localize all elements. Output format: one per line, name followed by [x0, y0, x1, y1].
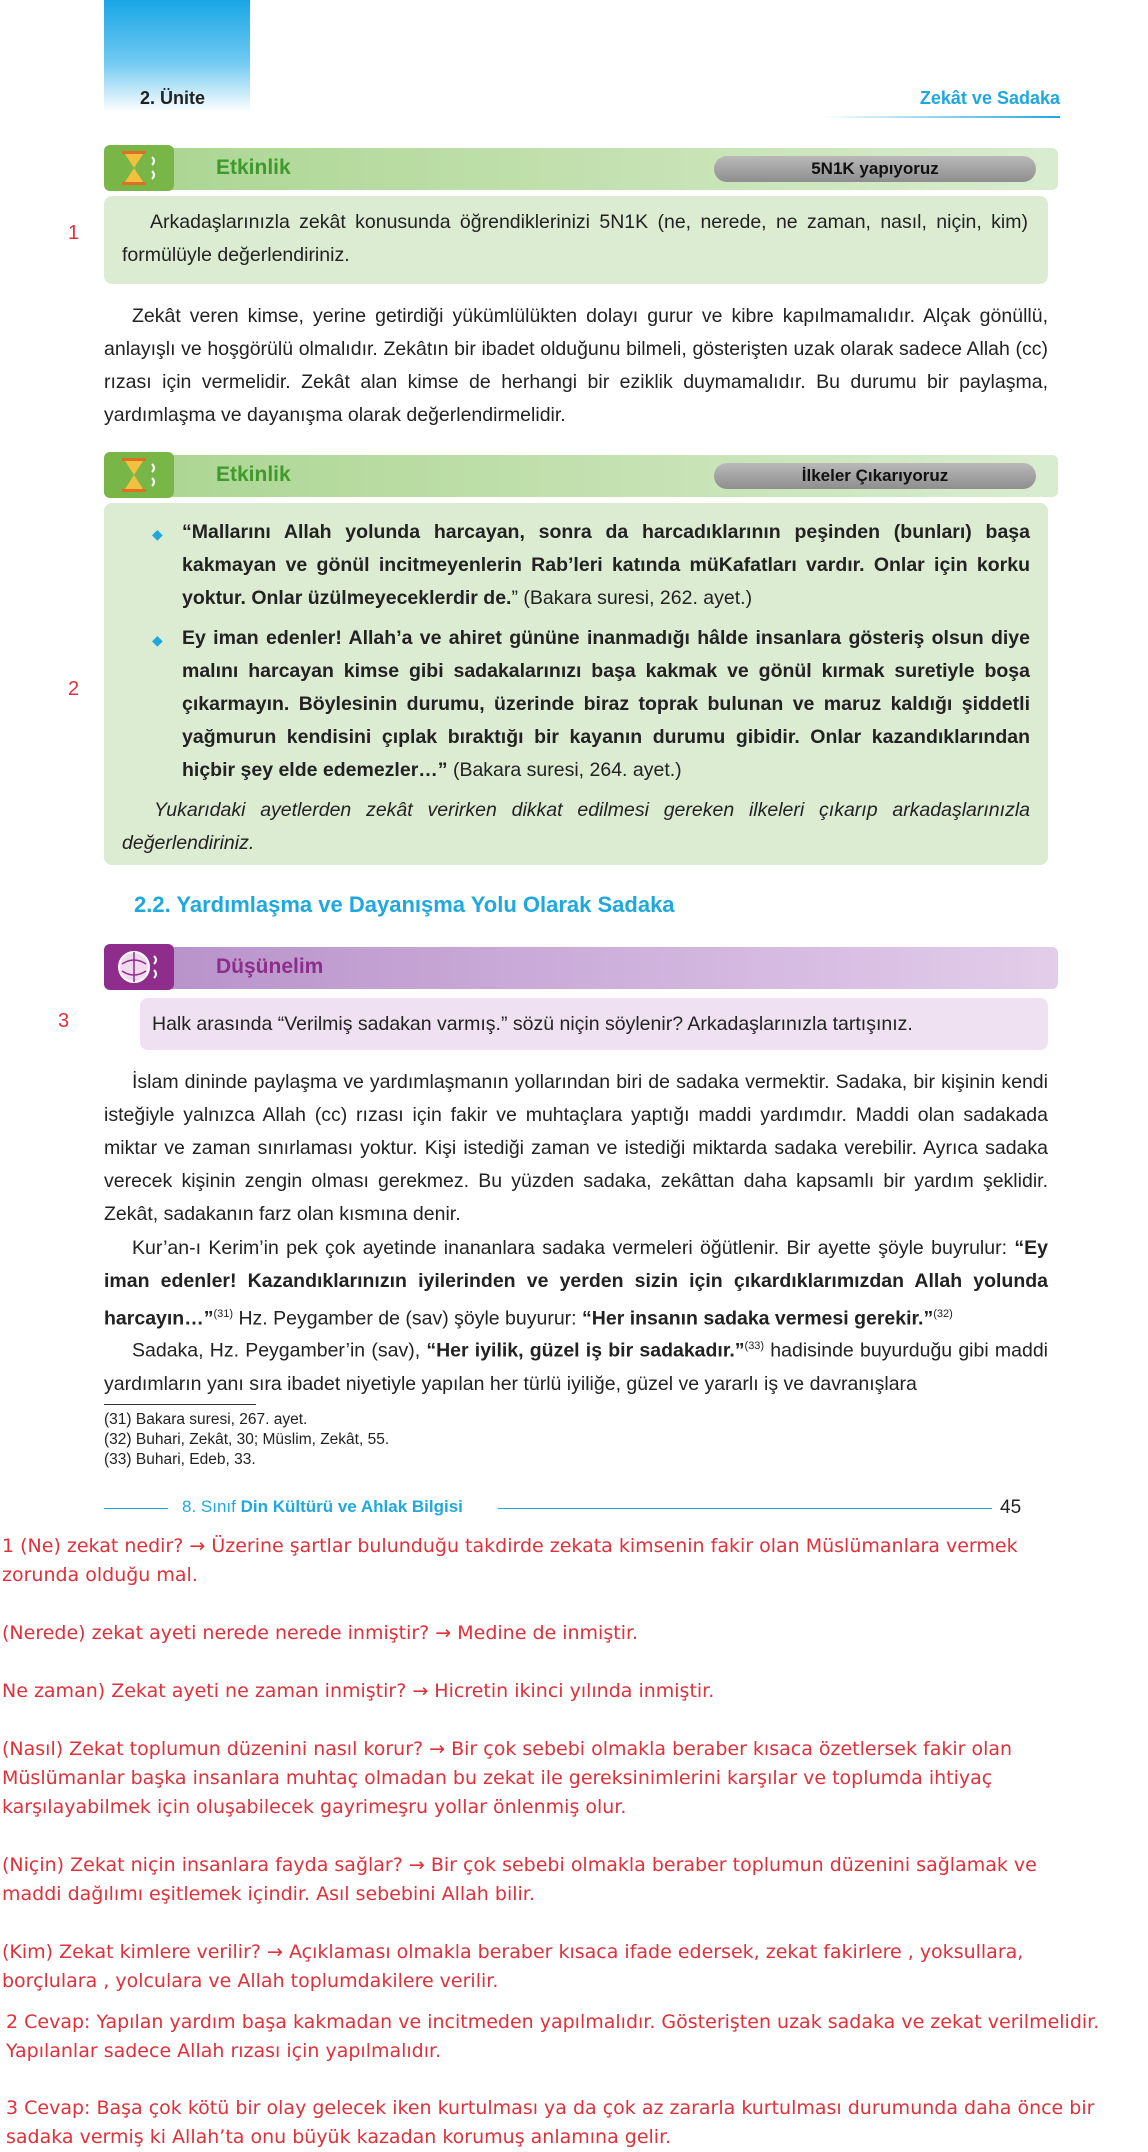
bullet-icon: ◆ — [152, 632, 163, 648]
hourglass-icon — [104, 452, 174, 498]
section-title: 2.2. Yardımlaşma ve Dayanışma Yolu Olarak Sadaka — [134, 892, 675, 917]
answer-nerede: (Nerede) zekat ayeti nerede nerede inmiştir? → Medine de inmiştir. — [2, 1622, 639, 1644]
activity1-text: Arkadaşlarınızla zekât konusunda öğrendiklerinizi 5N1K (ne, nerede, ne zaman, nasıl, niçin, kim) formülüyle değerlendiriniz. — [122, 211, 1028, 266]
paragraph-3 — [104, 1232, 1048, 1336]
answer-marker-2: 2 — [68, 678, 80, 700]
unit-label: 2. Ünite — [140, 88, 206, 108]
activity3-title: Düşünelim — [216, 955, 324, 978]
footnote-32: (32) Buhari, Zekât, 30; Müslim, Zekât, 55. — [104, 1431, 390, 1448]
paragraph-3-mid: Hz. Peygamber de (sav) şöyle buyurur: — [233, 1307, 583, 1330]
quote-ayet: “Ey iman edenler! Kazandıklarınızın iyilerinden ve yerden sizin için çıkardıklarımızdan Allah yolunda harcayın…” — [104, 1237, 1048, 1330]
verse-264-text: Ey iman edenler! Allah’a ve ahiret gününe inanmadığı hâlde insanlara gösteriş olsun diye malını harcayan kimse gibi sadakalarınızı başa kakmak ve gönül kırmak suretiyle boşa çıkarmayın. Böylesinin durumu, üzerinde biraz toprak bulunan ve maruz kaldığı şiddetli yağmurun kendisini çıplak bıraktığı bir kayanın durumu gibidir. Onlar kazandıklarından hiçbir şey elde edemezler…” — [182, 627, 1030, 781]
footer-rule-left — [104, 1508, 168, 1509]
header-rule — [820, 116, 1060, 118]
paragraph-3-intro: Kur’an-ı Kerim’in pek çok ayetinde inananlara sadaka vermeleri öğütlenir. Bir ayette şöyle buyrulur: — [132, 1237, 1015, 1259]
footer-book-title: Din Kültürü ve Ahlak Bilgisi — [240, 1497, 463, 1516]
answer-2: 2 Cevap: Yapılan yardım başa kakmadan ve incitmeden yapılmalıdır. Gösterişten uzak sadaka ve zekat verilmelidir. Yapılanlar sadece Allah rızası için yapılmalıdır. — [6, 2011, 1100, 2062]
paragraph-4 — [104, 1330, 1048, 1401]
paragraph-1: Zekât veren kimse, yerine getirdiği yükümlülükten dolayı gurur ve kibre kapılmamalıdır. Alçak gönüllü, anlayışlı ve hoşgörülü olmalıdır. Zekâtın bir ibadet olduğunu bilmeli, gösterişten uzak olarak sadece Allah (cc) rızası için vermelidir. Zekât alan kimse de herhangi bir eziklik duymamalıdır. Bu durumu bir paylaşma, yardımlaşma ve dayanışma olarak değerlendirmelidir. — [104, 305, 1048, 426]
answer-marker-1: 1 — [68, 222, 80, 244]
verse-262 — [182, 516, 1030, 615]
answer-nicin: (Niçin) Zekat niçin insanlara fayda sağlar? → Bir çok sebebi olmakla beraber toplumun düzenini sağlamak ve maddi dağılımı eşitlemek içindir. Asıl sebebini Allah bilir. — [2, 1854, 1037, 1905]
verse-264 — [182, 622, 1030, 787]
paragraph-4-rest: hadisinde buyurduğu gibi maddi yardımların yanı sıra ibadet niyetiyle yapılan her türlü iyiliğe, güzel ve yararlı iş ve davranışlara — [104, 1339, 1049, 1395]
verse-264-ref: (Bakara suresi, 264. ayet.) — [447, 759, 682, 781]
quote-hadith-2: “Her iyilik, güzel iş bir sadakadır.” — [426, 1339, 745, 1362]
page-number: 45 — [1000, 1497, 1022, 1518]
answer-3: 3 Cevap: Başa çok kötü bir olay gelecek iken kurtulması ya da çok az zararla kurtulması durumunda daha önce bir sadaka vermiş ki Allah’ta onu büyük kazadan korumuş anlamına gelir. — [6, 2097, 1095, 2148]
verse-262-ref: ” (Bakara suresi, 262. ayet.) — [511, 587, 753, 609]
bullet-icon: ◆ — [152, 526, 163, 542]
footnote-33: (33) Buhari, Edeb, 33. — [104, 1451, 256, 1468]
footer-book — [182, 1497, 463, 1517]
footnote-ref-33: (33) — [744, 1340, 765, 1352]
footnote-31: (31) Bakara suresi, 267. ayet. — [104, 1411, 308, 1428]
footnote-ref-32: (32) — [933, 1308, 953, 1320]
answer-nasil: (Nasıl) Zekat toplumun düzenini nasıl korur? → Bir çok sebebi olmakla beraber kısaca özetlersek fakir olan Müslümanlar başka insanlara muhtaç olmadan bu zekat ile gereksinimlerini karşılar ve toplumda ihtiyaç karşılayabilmek için oluşabilecek gayrimeşru yollar önlenmiş olur. — [2, 1738, 1013, 1818]
answer-ne: 1 (Ne) zekat nedir? → Üzerine şartlar bulunduğu takdirde zekata kimsenin fakir olan Müslümanlara vermek zorunda olduğu mal. — [2, 1535, 1018, 1586]
activity2-title: Etkinlik — [216, 463, 291, 486]
activity3-text: Halk arasında “Verilmiş sadakan varmış.” sözü niçin söylenir? Arkadaşlarınızla tartışınız. — [152, 1013, 913, 1035]
paragraph-4-intro: Sadaka, Hz. Peygamber’in (sav), — [132, 1339, 427, 1362]
answer-ne-zaman: Ne zaman) Zekat ayeti ne zaman inmiştir? → Hicretin ikinci yılında inmiştir. — [2, 1680, 715, 1702]
footer-grade: 8. Sınıf — [182, 1497, 241, 1516]
footer-rule-right — [498, 1508, 992, 1509]
activity1-badge: 5N1K yapıyoruz — [714, 156, 1036, 182]
quote-hadith: “Her insanın sadaka vermesi gerekir.” — [582, 1307, 934, 1330]
footnote-rule — [104, 1404, 256, 1405]
activity1-title: Etkinlik — [216, 156, 291, 179]
hourglass-icon — [104, 145, 174, 191]
activity2-instruction: Yukarıdaki ayetlerden zekât verirken dikkat edilmesi gereken ilkeleri çıkarıp arkadaşlarınızla değerlendiriniz. — [122, 799, 1030, 854]
activity2-badge: İlkeler Çıkarıyoruz — [714, 463, 1036, 489]
verse-262-text: “Mallarını Allah yolunda harcayan, sonra da harcadıklarının peşinden (bunları) başa kakmayan ve gönül incitmeyenlerin Rab’leri katında müKafatları vardır. Onlar için korku yoktur. Onlar üzülmeyeceklerdir de. — [182, 521, 1030, 609]
answer-marker-3: 3 — [58, 1010, 70, 1032]
globe-question-icon — [104, 944, 174, 990]
answer-kim: (Kim) Zekat kimlere verilir? → Açıklaması olmakla beraber kısaca ifade edersek, zekat fakirlere , yoksullara, borçlulara , yolculara ve Allah toplumdakilere verilir. — [2, 1941, 1024, 1992]
footnote-ref-31: (31) — [213, 1308, 234, 1320]
topic-label: Zekât ve Sadaka — [919, 88, 1060, 108]
paragraph-2: İslam dininde paylaşma ve yardımlaşmanın yollarından biri de sadaka vermektir. Sadaka, bir kişinin kendi isteğiyle yalnızca Allah (cc) rızası için fakir ve muhtaçlara yaptığı maddi yardımdır. Maddi olan sadakada miktar ve zaman sınırlaması yoktur. Kişi istediği zaman ve istediği miktarda sadaka verebilir. Ayrıca sadaka verecek kişinin zengin olması gerekmez. Bu yüzden sadaka, zekâttan daha kapsamlı bir yardım şeklidir. Zekât, sadakanın farz olan kısmına denir. — [104, 1071, 1048, 1225]
